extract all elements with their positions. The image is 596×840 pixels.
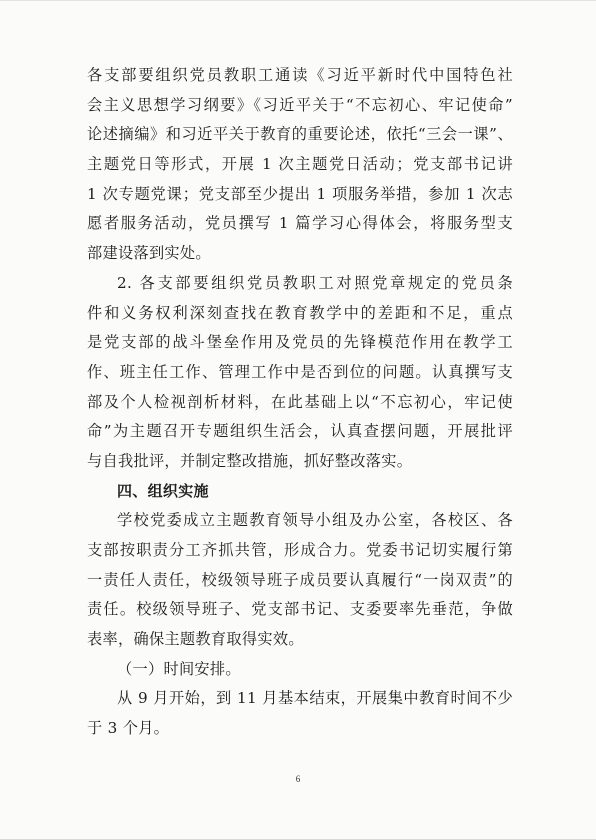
text-line: 学校党委成立主题教育领导小组及办公室，各校区、各 [117,511,513,530]
text-line: 愿者服务活动，党员撰写 1 篇学习心得体会，将服务型支 [87,214,513,233]
text-line: 责任。校级领导班子、党支部书记、支委要率先垂范，争做 [87,600,513,619]
text-line: 与自我批评，并制定整改措施，抓好整改落实。 [87,451,413,470]
page-number: 6 [295,774,301,784]
text-line: 于 3 个月。 [87,719,170,738]
text-line: 支部按职责分工齐抓共管，形成合力。党委书记切实履行第 [87,541,513,559]
text-line: 件和义务权利深刻查找在教育教学中的差距和不足，重点 [87,303,513,322]
text-line: 主题党日等形式，开展 1 次主题党日活动；党支部书记讲 [87,155,513,174]
text-line: 论述摘编》和习近平关于教育的重要论述，依托“三会一课”、 [87,125,513,144]
text-line: 是党支部的战斗堡垒作用及党员的先锋模范作用在教学工 [87,333,513,352]
section-heading: 四、组织实施 [117,481,209,500]
text-line: 从 9 月开始，到 11 月基本结束，开展集中教育时间不少 [117,689,513,708]
text-line: 一责任人责任，校级领导班子成员要认真履行“一岗双责”的 [87,570,513,589]
document-body [87,61,513,744]
text-line: 各支部要组织党员教职工通读《习近平新时代中国特色社 [87,66,513,84]
text-line: 1 次专题党课；党支部至少提出 1 项服务举措，参加 1 次志 [87,184,513,203]
subsection-heading: （一）时间安排。 [117,659,241,678]
text-line: 会主义思想学习纲要》《习近平关于“不忘初心、牢记使命” [87,95,513,114]
text-line: 部及个人检视剖析材料，在此基础上以“不忘初心，牢记使 [87,392,513,411]
text-line: 部建设落到实处。 [87,244,211,263]
text-line: 表率，确保主题教育取得实效。 [87,630,304,649]
text-line: 2. 各支部要组织党员教职工对照党章规定的党员条 [117,273,513,292]
text-line: 命”为主题召开专题组织生活会，认真查摆问题，开展批评 [87,422,513,441]
text-line: 作、班主任工作、管理工作中是否到位的问题。认真撰写支 [87,362,513,381]
